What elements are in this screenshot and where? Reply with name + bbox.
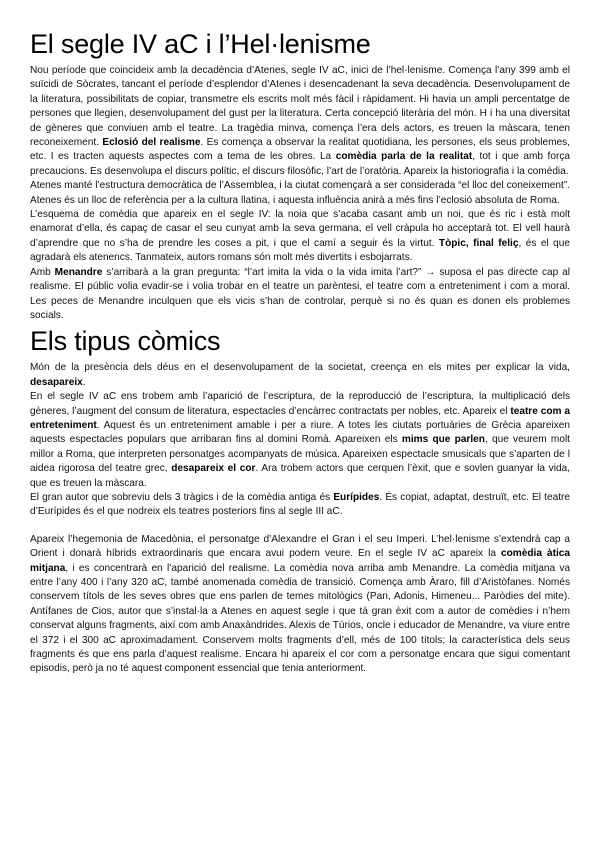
paragraph-entertainment	[30, 390, 570, 491]
document-page	[30, 28, 570, 677]
text-run: El gran autor que sobreviu dels 3 tràgics i de la comèdia antiga és	[30, 491, 334, 503]
bold-term-menander: Menandre	[54, 266, 103, 278]
text-run: . Aquest és un entreteniment amable i per a riure. A totes les ciutats portuàries de Grècia apareixen aquests espectacles populars que arribaran fins al domini Romà. Apareixen els	[30, 419, 570, 446]
bold-term-disappears: desapareix	[30, 376, 83, 388]
paragraph-menander	[30, 266, 570, 324]
paragraph-spacer	[30, 520, 570, 533]
text-run: En el segle IV aC ens trobem amb l’aparició de l’escriptura, de la reproducció de l’escriptura, la multiplicació dels gèneres, l’augment del consum de literatura, espectacles d’encàrrec contractats per nobles, etc. Apareix el	[30, 391, 570, 417]
bold-term-euripides: Eurípides	[333, 491, 380, 503]
text-run: , i es concentrarà en l’aparició del realisme. La comèdia nova arriba amb Menandre. La comèdia mitjana va entre l’any 400 i l’any 320 aC, també anomenada comèdia de transició. Comença amb Àraro, fill d’Aristòfanes. Només conservem títols de les seves obres que ens parlen de temes mitològics (Pan, Adonis, Himeneu... Paròdies del mite). Antífanes de Cios, autor que s’instal·la a Atenes en aquest segle i que tà gran èxit com a autor de comèdies i n’hem conservat alguns fragments, així com amb Anaxàndrides. Alexis de Túrios, oncle i educador de Menandre, va viure entre el 372 i el 300 aC aproximadament. Conservem molts fragments d’ell, més de 100 títols; la característica dels seus fragments és que ens parla d’aquest realisme. Encara hi apareix el cor com a personatge encara que sigui comentant episodis, però ja no té aquest component essencial que tenia anteriorment.	[30, 562, 570, 675]
text-run: Apareix l’hegemonia de Macedònia, el personatge d’Alexandre el Gran i el seu Imperi. L’hel·lenisme s’extendrà cap a Orient i donarà híbrids extraordinaris que encara avui podem veure. En el segle IV aC apareix la	[30, 533, 570, 560]
section-title-comic-types: Els tipus còmics	[30, 326, 221, 357]
paragraph-athens: Atenes manté l’estructura democràtica de l’Assemblea, i la ciutat començarà a ser considerada “el lloc del coneixement”. Atenes és un lloc de referència per a la cultura llatina, i aquesta influència anirà a més fins l’eclosió absoluta de Roma.	[30, 180, 570, 206]
bold-term-middle-comedy: comèdia àtica mitjana	[30, 548, 571, 574]
text-run: . Ara trobem actors que cerquen l’èxit, que e sovlen guanyar la vida, que es treuen la màscara.	[30, 463, 570, 489]
bold-term-comedy-reality: comèdia parla de la realitat	[335, 151, 473, 163]
paragraph-macedonia	[30, 533, 570, 677]
paragraph-gods	[30, 361, 570, 390]
text-run: Amb	[30, 266, 55, 278]
bold-term-chorus: desapareix el cor	[171, 463, 256, 475]
paragraph-euripides	[30, 491, 570, 520]
text-run: , tot i que amb força precaucions. Es desenvolupa el discurs polític, el discurs filosòfic, l’art de l’oratòria. Apareix la historiografia i la comèdia.	[30, 151, 570, 177]
bold-term-mimes: mims que parlen	[401, 434, 485, 446]
text-run: Nou període que coincideix amb la decadència d’Atenes, segle IV aC, inici de l’hel·lenisme. Comença l’any 399 amb el suïcidi de Sòcrates, tancant el període d’esplendor d’Atenes i desencadenant la seva decadència. Desenvolupament de la literatura, possibilitats de copiar, transmetre els escrits molt més fàcil i ràpidament. Hi havia un ampli percentatge de persones que llegien, desenvolupament del gust per la literatura. Certa concepció literària del món. H i ha una diversitat de gèneres que conviuen amb el teatre. La tragèdia minva, comença l’era dels actors, es treuen la màscara, tenen reconeixement.	[30, 65, 570, 149]
section-title-hellenism: El segle IV aC i l’Hel·lenisme	[30, 29, 371, 59]
text-run: s’arribarà a la gran pregunta: “l’art imita la vida o la vida imita l’art?” → suposa el pas directe cap al realisme. El públic volia evadir-se i volia trobar en el teatre un parèntesi, el teatre com a entreteniment i com a moral. Les peces de Menandre inculquen que els vicis s’han de controlar, perquè si no és quan es donen els problemes socials.	[30, 266, 570, 321]
bold-term-entertainment: teatre com a entreteniment	[30, 405, 570, 431]
text-run: . És copiat, adaptat, destruït, etc. El teatre d’Eurípides és el que nodreix els teatres posteriors fins al segle III aC.	[30, 491, 570, 518]
text-run: Món de la presència dels déus en el desenvolupament de la societat, creença en els mites per explicar la vida,	[30, 362, 570, 374]
text-run: , és el que agradarà els atenencs. Tanmateix, autors romans són molt més divertits i esbojarrats.	[30, 237, 571, 264]
bold-term-realism: Eclosió del realisme	[102, 137, 201, 149]
text-run: L’esquema de comèdia que apareix en el segle IV: la noia que s’acaba casant amb un noi, que és ric i està molt enamorat d’ella, és capaç de casar el seu cunyat amb la seva germana, el vell cràpula ho acceptarà tot. El vell haurà d’aprendre que no s’ha de prendre les coses a pit, i que el camí a seguir és la virtut.	[30, 209, 570, 249]
paragraph-comedy-scheme	[30, 208, 570, 266]
text-run: .	[82, 376, 86, 388]
bold-term-happy-ending: Tòpic, final feliç	[438, 237, 519, 249]
text-run: , que veurem molt millor a Roma, que interpreten personatges acompanyats de música. Apareixen espectacle smusicals que s’aparten de l aidea rigorosa del teatre grec,	[30, 434, 570, 475]
paragraph-decadence	[30, 64, 570, 179]
text-run: . Es comença a observar la realitat quotidiana, les persones, els seus problemes, etc. I es tracten aquests aspectes com a tema de les obres. La	[30, 137, 570, 163]
